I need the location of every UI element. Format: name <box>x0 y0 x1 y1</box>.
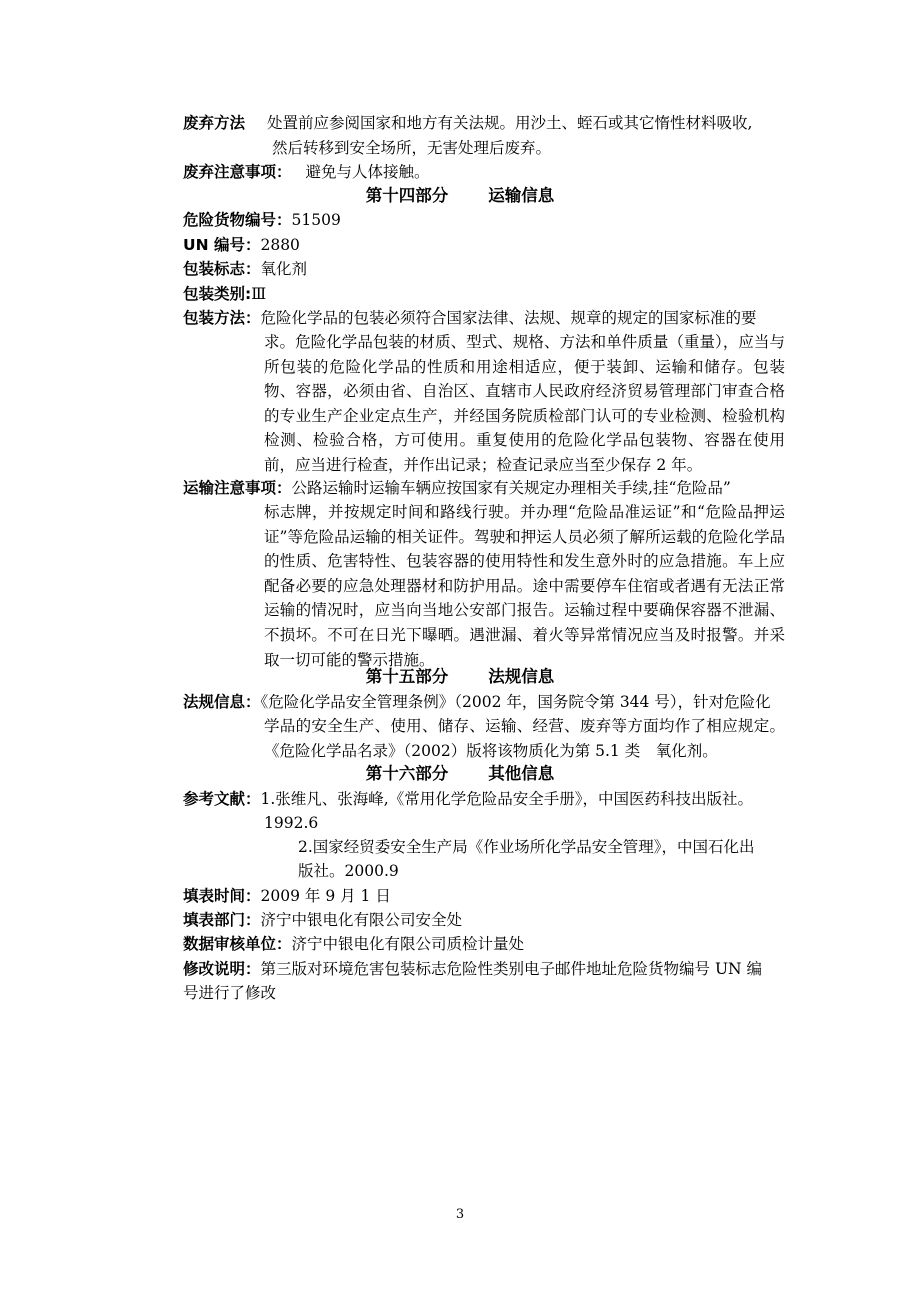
fill-date-row <box>183 884 391 908</box>
section14-heading <box>0 184 920 208</box>
package-method-row <box>183 306 757 330</box>
dg-number-row <box>183 208 341 232</box>
references-label: 参考文献： <box>183 790 261 808</box>
section15-part: 第十五部分 <box>365 667 449 686</box>
section16-title: 其他信息 <box>488 764 555 783</box>
fill-date-label: 填表时间： <box>183 887 261 905</box>
section14-title: 运输信息 <box>488 186 555 205</box>
reference-1-first-line: 1.张维凡、张海峰,《常用化学危险品安全手册》，中国医药科技出版社。 <box>260 790 753 808</box>
un-number-row <box>183 233 300 257</box>
revision-label: 修改说明： <box>183 960 261 978</box>
disposal-method-row <box>183 111 752 135</box>
revision-rest: 号进行了修改 <box>183 984 277 1002</box>
transport-notes-first-line: 公路运输时运输车辆应按国家有关规定办理相关手续,挂“危险品” <box>291 479 731 497</box>
section16-heading <box>0 762 920 786</box>
section15-title: 法规信息 <box>488 667 555 686</box>
regulation-first-line: 《危险化学品安全管理条例》（2002 年，国务院令第 344 号），针对危险化 <box>260 693 771 711</box>
fill-dept-label: 填表部门： <box>183 911 261 929</box>
package-mark-row <box>183 257 307 281</box>
regulation-row <box>183 690 771 714</box>
fill-dept-value: 济宁中银电化有限公司安全处 <box>260 911 463 929</box>
dg-number-label: 危险货物编号： <box>183 211 292 229</box>
revision-first-line: 第三版对环境危害包装标志危险性类别电子邮件地址危险货物编号 UN 编 <box>260 960 762 978</box>
section15-heading <box>0 665 920 689</box>
section14-part: 第十四部分 <box>365 186 449 205</box>
audit-unit-value: 济宁中银电化有限公司质检计量处 <box>291 935 525 953</box>
un-number-label: UN 编号： <box>183 236 261 254</box>
disposal-notes-row <box>183 160 430 184</box>
package-mark-value: 氧化剂 <box>260 260 308 278</box>
package-mark-label: 包装标志： <box>183 260 261 278</box>
transport-notes-text: 标志牌，并按规定时间和路线行驶。并办理“危险品准运证”和“危险品押运证”等危险品运输的相关证件。驾驶和押运人员必须了解所运载的危险化学品的性质、危害特性、包装容器的使用特性和发生意外时的应急措施。车上应配备必要的应急处理器材和防护用品。途中需要停车住宿或者遇有无法正常运输的情况时，应当向当地公安部门报告。运输过程中要确保容器不泄漏、不损坏。不可在日光下曝晒。遇泄漏、着火等异常情况应当及时报警。并采取一切可能的警示措施。 <box>264 503 785 669</box>
reference-1-rest: 1992.6 <box>264 814 319 832</box>
transport-notes-label: 运输注意事项： <box>183 479 292 497</box>
regulation-text: 学品的安全生产、使用、储存、运输、经营、废弃等方面均作了相应规定。《危险化学品名录》（2002）版将该物质化为第 5.1 类 氧化剂。 <box>264 717 785 760</box>
audit-unit-row <box>183 932 524 956</box>
disposal-method-line2: 然后转移到安全场所，无害处理后废弃。 <box>272 139 552 157</box>
package-class-label: 包装类别: <box>183 285 252 303</box>
un-number-value: 2880 <box>260 236 300 254</box>
transport-notes-row <box>183 476 731 500</box>
package-method-first-line: 危险化学品的包装必须符合国家法律、法规、规章的规定的国家标准的要 <box>260 309 757 327</box>
dg-number-value: 51509 <box>291 211 341 229</box>
package-class-row <box>183 282 266 306</box>
page-number: 3 <box>455 1207 465 1222</box>
reference-2-rest: 版社。2000.9 <box>298 862 399 880</box>
disposal-method-line1: 处置前应参阅国家和地方有关法规。用沙土、蛭石或其它惰性材料吸收, <box>267 114 753 132</box>
package-method-text: 求。危险化学品包装的材质、型式、规格、方法和单件质量（重量），应当与所包装的危险化学品的性质和用途相适应，便于装卸、运输和储存。包装物、容器，必须由省、自治区、直辖市人民政府经济贸易管理部门审查合格的专业生产企业定点生产，并经国务院质检部门认可的专业检测、检验机构检测、检验合格，方可使用。重复使用的危险化学品包装物、容器在使用前，应当进行检查，并作出记录；检查记录应当至少保存 2 年。 <box>264 333 785 474</box>
section16-part: 第十六部分 <box>365 764 449 783</box>
package-class-value: Ⅲ <box>251 285 267 303</box>
fill-date-value: 2009 年 9 月 1 日 <box>260 887 391 905</box>
audit-unit-label: 数据审核单位： <box>183 935 292 953</box>
disposal-method-label: 废弃方法 <box>183 114 246 132</box>
package-method-label: 包装方法： <box>183 309 261 327</box>
fill-dept-row <box>183 908 462 932</box>
revision-row <box>183 957 762 981</box>
regulation-label: 法规信息： <box>183 693 261 711</box>
references-row <box>183 787 753 811</box>
reference-2-first-line: 2.国家经贸委安全生产局《作业场所化学品安全管理》，中国石化出 <box>298 838 755 856</box>
disposal-notes-text: 避免与人体接触。 <box>305 163 430 181</box>
disposal-notes-label: 废弃注意事项： <box>183 163 292 181</box>
